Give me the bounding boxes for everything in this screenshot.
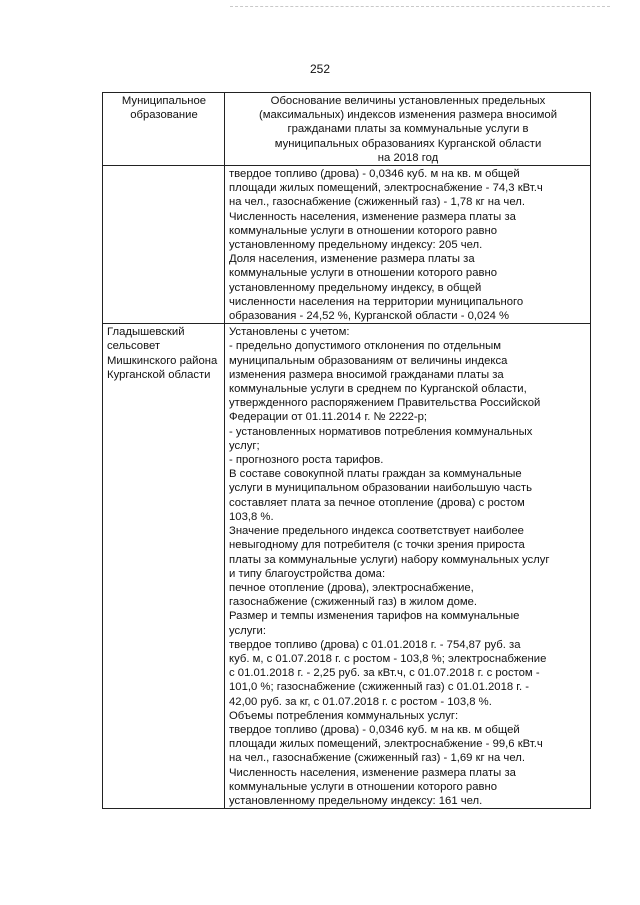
text-line: 101,0 %; газоснабжение (сжиженный газ) с 01.01.2018 г. - xyxy=(229,681,530,694)
text-line: Обоснование величины установленных предельных xyxy=(270,95,546,107)
text-line: на чел., газоснабжение (сжиженный газ) - 1,78 кг на чел. xyxy=(229,196,525,209)
text-line: услуг; xyxy=(229,439,260,452)
text-line: составляет плата за печное отопление (дрова) с ростом xyxy=(229,496,525,509)
text-line: Установлены с учетом: xyxy=(229,326,350,339)
text-line: 103,8 %. xyxy=(229,510,274,523)
table-row xyxy=(103,166,591,324)
text-line: на 2018 год xyxy=(377,151,439,164)
text-line: утвержденного распоряжением Правительства Российской xyxy=(229,397,541,410)
text-line: куб. м, с 01.07.2018 г. с ростом - 103,8 %; электроснабжение xyxy=(229,652,547,665)
text-line: образование xyxy=(130,109,198,122)
text-line: услуги в муниципальном образовании наибольшую часть xyxy=(229,482,532,495)
text-line: - установленных нормативов потребления коммунальных xyxy=(229,425,533,438)
text-line: Доля населения, изменение размера платы за xyxy=(229,253,475,266)
justification-cell xyxy=(225,166,591,324)
text-line: - прогнозного роста тарифов. xyxy=(229,454,384,467)
text-line: Федерации от 01.11.2014 г. № 2222-р; xyxy=(229,411,428,424)
text-line: коммунальные услуги в отношении которого равно xyxy=(229,780,498,793)
text-line: Гладышевский xyxy=(107,326,185,339)
text-line: гражданами платы за коммунальные услуги в xyxy=(287,123,529,136)
text-line: установленному предельному индексу: 205 чел. xyxy=(229,239,483,252)
text-line: В составе совокупной платы граждан за коммунальные xyxy=(229,468,522,481)
text-line: (максимальных) индексов изменения размера вносимой xyxy=(258,109,558,122)
text-line: 42,00 руб. за кг, с 01.07.2018 г. с ростом - 103,8 %. xyxy=(229,695,492,708)
text-line: твердое топливо (дрова) с 01.01.2018 г. - 754,87 руб. за xyxy=(229,638,521,651)
table-row xyxy=(103,324,591,809)
justification-cell xyxy=(225,324,591,809)
text-line: площади жилых помещений, электроснабжение - 99,6 кВт.ч xyxy=(229,738,543,751)
text-line: газоснабжение (сжиженный газ) в жилом доме. xyxy=(229,596,478,609)
page-number: 252 xyxy=(309,62,331,76)
text-line: сельсовет xyxy=(107,340,161,353)
municipality-cell xyxy=(103,324,225,809)
text-line: площади жилых помещений, электроснабжение - 74,3 кВт.ч xyxy=(229,182,543,195)
text-line: Мишкинского района xyxy=(107,354,218,367)
text-line: Численность населения, изменение размера платы за xyxy=(229,210,516,223)
text-line: установленному предельному индексу: 161 чел. xyxy=(229,794,483,807)
text-line: установленному предельному индексу, в общей xyxy=(229,281,482,294)
text-line: образования - 24,52 %, Курганской области - 0,024 % xyxy=(229,310,510,323)
text-line: коммунальные услуги в отношении которого равно xyxy=(229,267,498,280)
text-line: невыгодному для потребителя (с точки зрения прироста xyxy=(229,539,525,552)
text-line: Значение предельного индекса соответствует наиболее xyxy=(229,525,524,538)
table-header-row xyxy=(103,93,591,166)
text-line: - предельно допустимого отклонения по отдельным xyxy=(229,340,502,353)
municipality-cell xyxy=(103,166,225,324)
text-line: с 01.01.2018 г. - 2,25 руб. за кВт.ч, с 01.07.2018 г. с ростом - xyxy=(229,667,540,680)
text-line: Численность населения, изменение размера платы за xyxy=(229,766,516,779)
text-line: и типу благоустройства дома: xyxy=(229,567,386,580)
text-line: муниципальным образованиям от величины индекса xyxy=(229,354,508,367)
text-line: твердое топливо (дрова) - 0,0346 куб. м на кв. м общей xyxy=(229,168,520,181)
text-line: печное отопление (дрова), электроснабжение, xyxy=(229,581,474,594)
text-line: Муниципальное xyxy=(121,95,207,107)
text-line: Курганской области xyxy=(107,368,211,381)
text-line: на чел., газоснабжение (сжиженный газ) - 1,69 кг на чел. xyxy=(229,752,525,765)
text-line: Объемы потребления коммунальных услуг: xyxy=(229,709,459,722)
header-justification xyxy=(225,93,591,166)
text-line: численности населения на территории муниципального xyxy=(229,295,524,308)
text-line: услуги: xyxy=(229,624,266,637)
header-municipality xyxy=(103,93,225,166)
text-line: платы за коммунальные услуги) набору коммунальных услуг xyxy=(229,553,550,566)
text-line: муниципальных образованиях Курганской области xyxy=(274,137,542,150)
scan-edge-dash xyxy=(230,6,610,7)
text-line: коммунальные услуги в отношении которого равно xyxy=(229,224,498,237)
text-line: изменения размера вносимой гражданами платы за xyxy=(229,368,504,381)
tariff-index-table xyxy=(102,92,591,809)
text-line: коммунальные услуги в среднем по Курганской области, xyxy=(229,383,527,396)
text-line: твердое топливо (дрова) - 0,0346 куб. м на кв. м общей xyxy=(229,723,520,736)
text-line: Размер и темпы изменения тарифов на коммунальные xyxy=(229,610,520,623)
